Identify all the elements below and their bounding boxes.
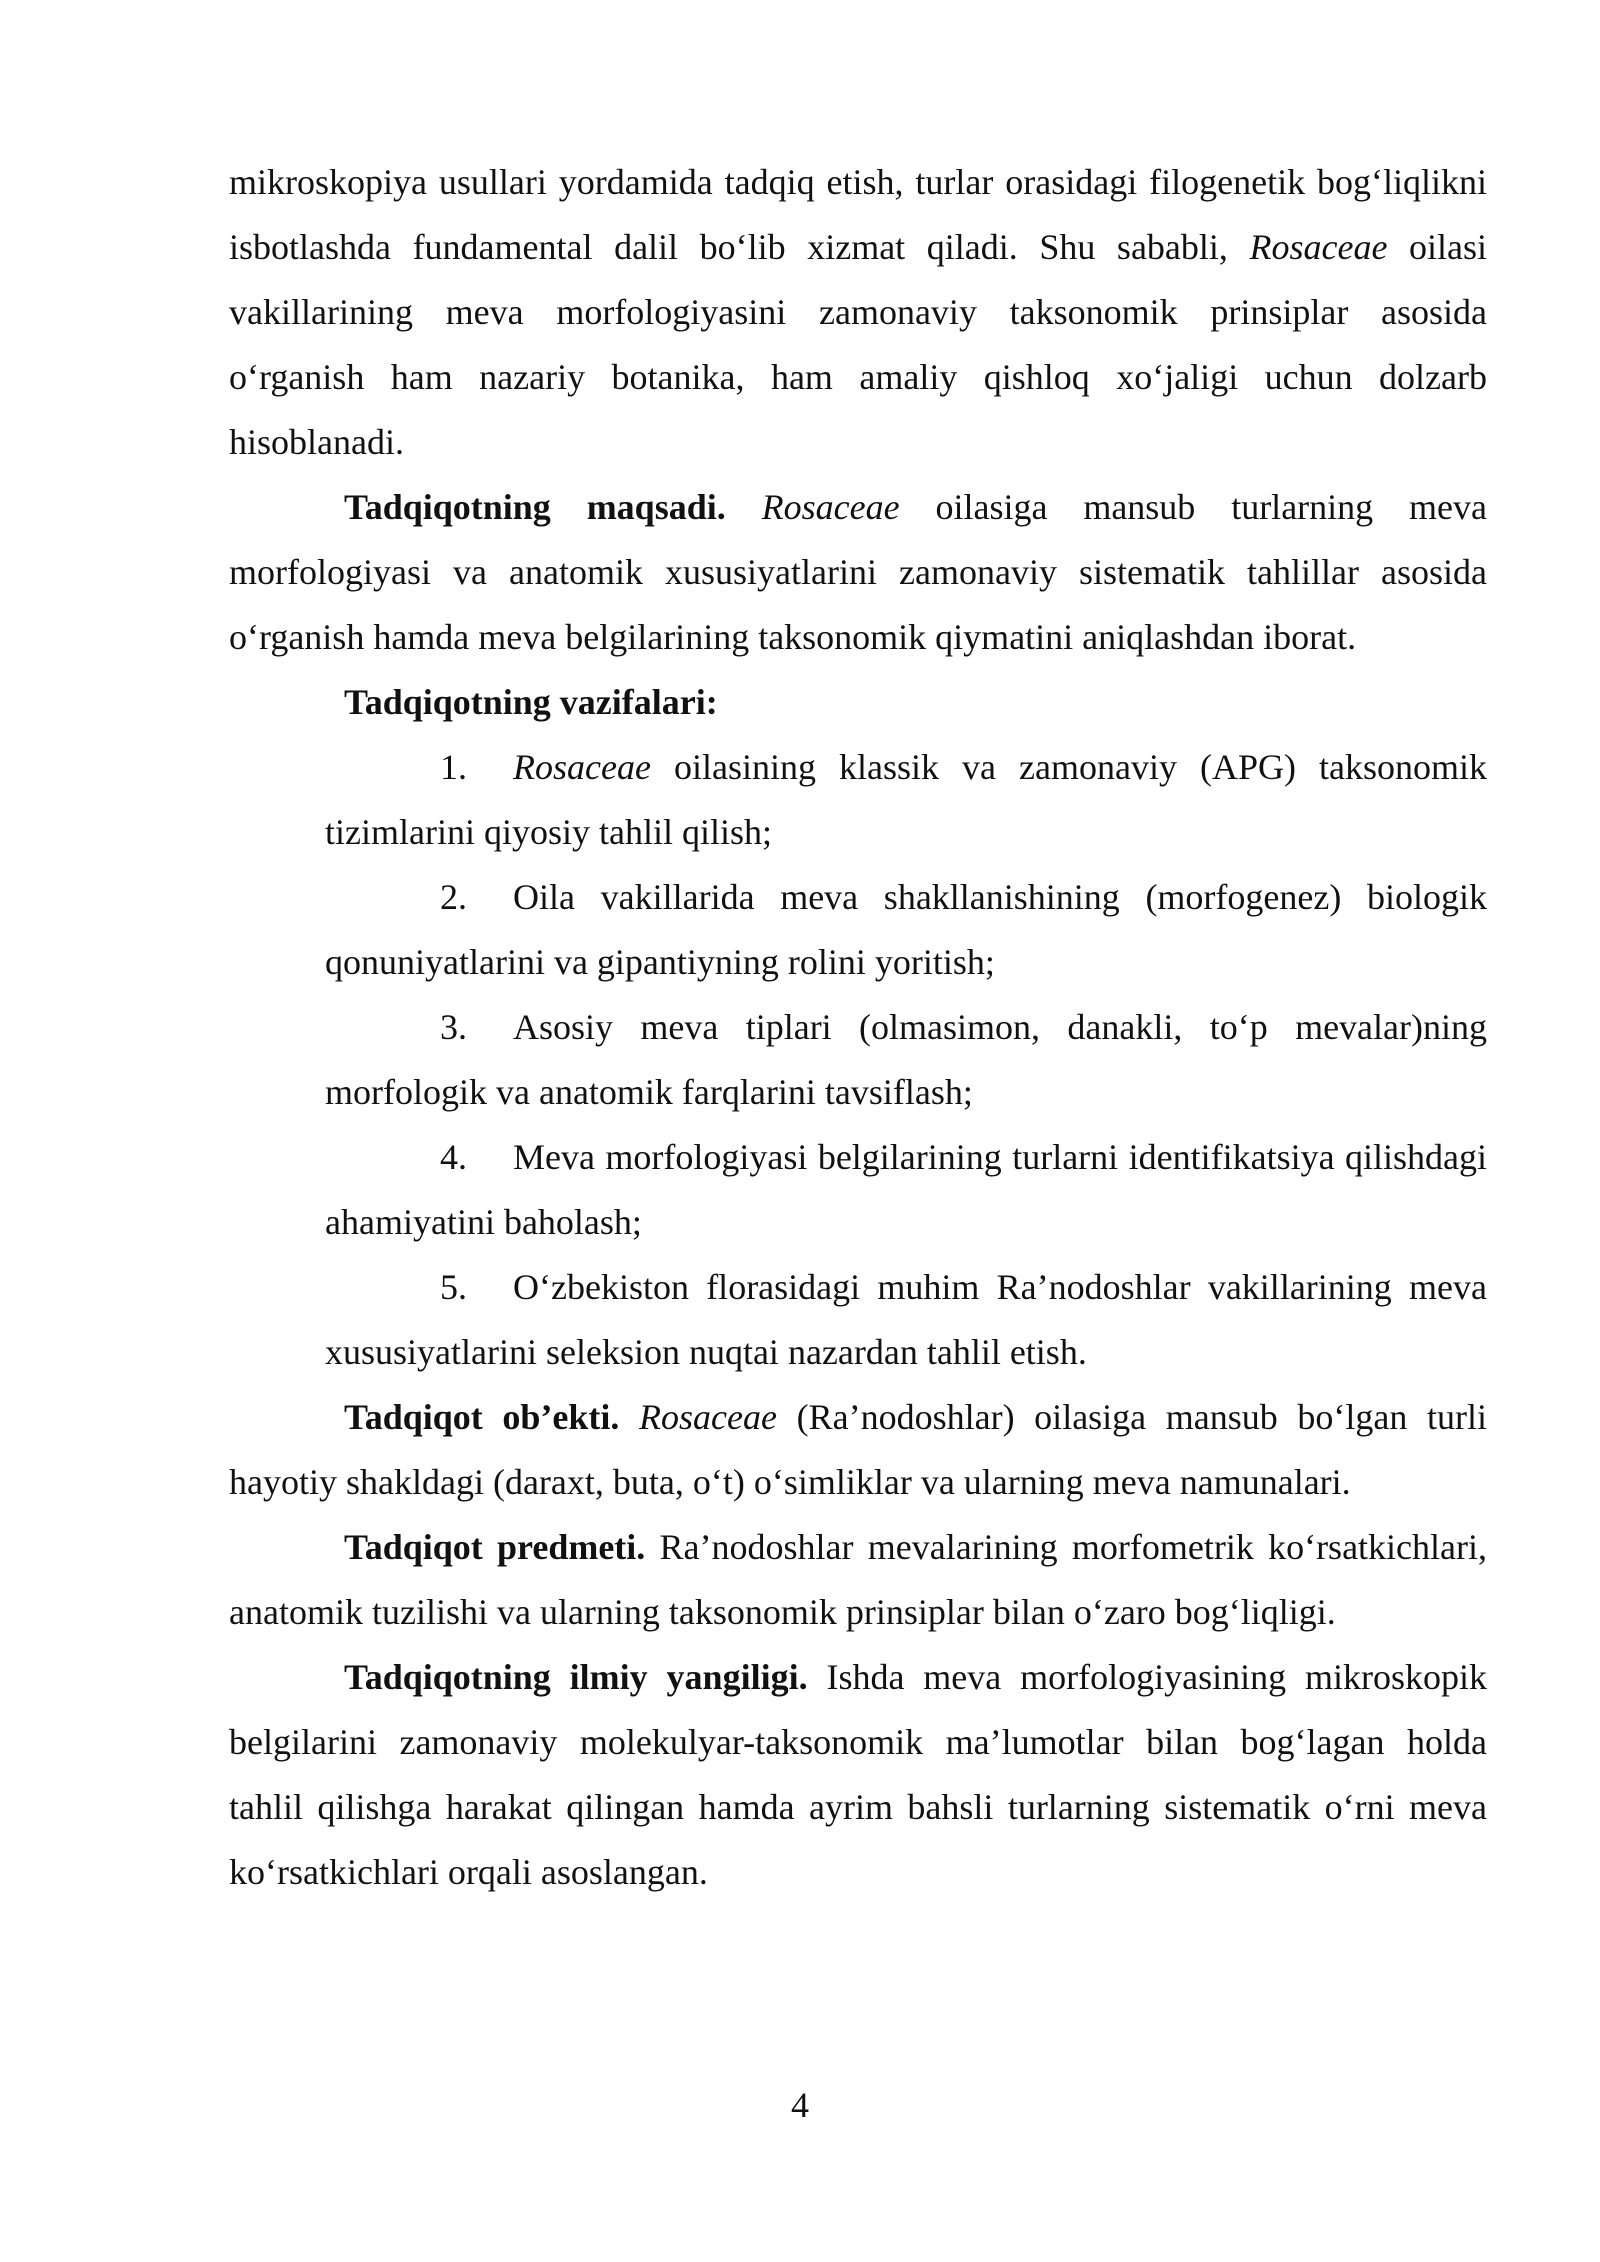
goal-paragraph [229,475,1487,670]
goal-heading: Tadqiqotning maqsadi. [344,487,726,527]
task-number: 3. [440,1007,467,1047]
task-item [325,865,1487,995]
tasks-heading-paragraph [229,670,1487,735]
task-item [325,735,1487,865]
task-text: Oila vakillarida meva shakllanishining (morfogenez) biologik qonuniyatlarini va gipantiyning rolini yoritish; [325,877,1487,982]
task-number: 4. [440,1137,467,1177]
task-item [325,995,1487,1125]
task-item [325,1255,1487,1385]
novelty-text: Ishda meva morfologiyasining mikroskopik belgilarini zamonaviy molekulyar-taksonomik ma’lumotlar bilan bog‘lagan holda tahlil qilishga harakat qilingan hamda ayrim bahsli turlarning sistematik o‘rni meva ko‘rsatkichlari orqali asoslangan. [229,1657,1487,1892]
task-text: Asosiy meva tiplari (olmasimon, danakli, to‘p mevalar)ning morfologik va anatomik farqlarini tavsiflash; [325,1007,1487,1112]
tasks-heading: Tadqiqotning vazifalari: [344,682,718,722]
task-number: 5. [440,1267,467,1307]
intro-paragraph [229,150,1487,475]
goal-italic-term: Rosaceae [761,487,900,527]
subject-text: Ra’nodoshlar mevalarining morfometrik ko‘rsatkichlari, anatomik tuzilishi va ularning taksonomik prinsiplar bilan o‘zaro bog‘liqligi. [229,1527,1487,1632]
task-text: O‘zbekiston florasidagi muhim Ra’nodoshlar vakillarining meva xususiyatlarini seleksion nuqtai nazardan tahlil etish. [325,1267,1487,1372]
subject-paragraph [229,1515,1487,1645]
intro-text-2: oilasi vakillarining meva morfologiyasini zamonaviy taksonomik prinsiplar asosida o‘rganish ham nazariy botanika, ham amaliy qishloq xo‘jaligi uchun dolzarb hisoblanadi. [229,227,1487,462]
novelty-heading: Tadqiqotning ilmiy yangiligi. [344,1657,808,1697]
document-body [229,150,1487,1905]
task-italic-term: Rosaceae [513,747,651,787]
object-text: (Ra’nodoshlar) oilasiga mansub bo‘lgan turli hayotiy shakldagi (daraxt, buta, o‘t) o‘simliklar va ularning meva namunalari. [229,1397,1488,1502]
object-paragraph [229,1385,1487,1515]
object-heading: Tadqiqot ob’ekti. [344,1397,620,1437]
page-number: 4 [791,2085,809,2125]
object-italic-term: Rosaceae [639,1397,777,1437]
task-text: oilasining klassik va zamonaviy (APG) taksonomik tizimlarini qiyosiy tahlil qilish; [325,747,1487,852]
task-item [325,1125,1487,1255]
intro-italic-term: Rosaceae [1249,227,1388,267]
task-number: 1. [440,747,467,787]
novelty-paragraph [229,1645,1487,1905]
goal-text: oilasiga mansub turlarning meva morfologiyasi va anatomik xususiyatlarini zamonaviy sistematik tahlillar asosida o‘rganish hamda meva belgilarining taksonomik qiymatini aniqlashdan iborat. [229,487,1488,657]
task-text: Meva morfologiyasi belgilarining turlarni identifikatsiya qilishdagi ahamiyatini baholash; [325,1137,1487,1242]
intro-text-1: mikroskopiya usullari yordamida tadqiq etish, turlar orasidagi filogenetik bog‘liqlikni isbotlashda fundamental dalil bo‘lib xizmat qiladi. Shu sababli, [229,162,1487,267]
task-number: 2. [440,877,467,917]
subject-heading: Tadqiqot predmeti. [344,1527,646,1567]
